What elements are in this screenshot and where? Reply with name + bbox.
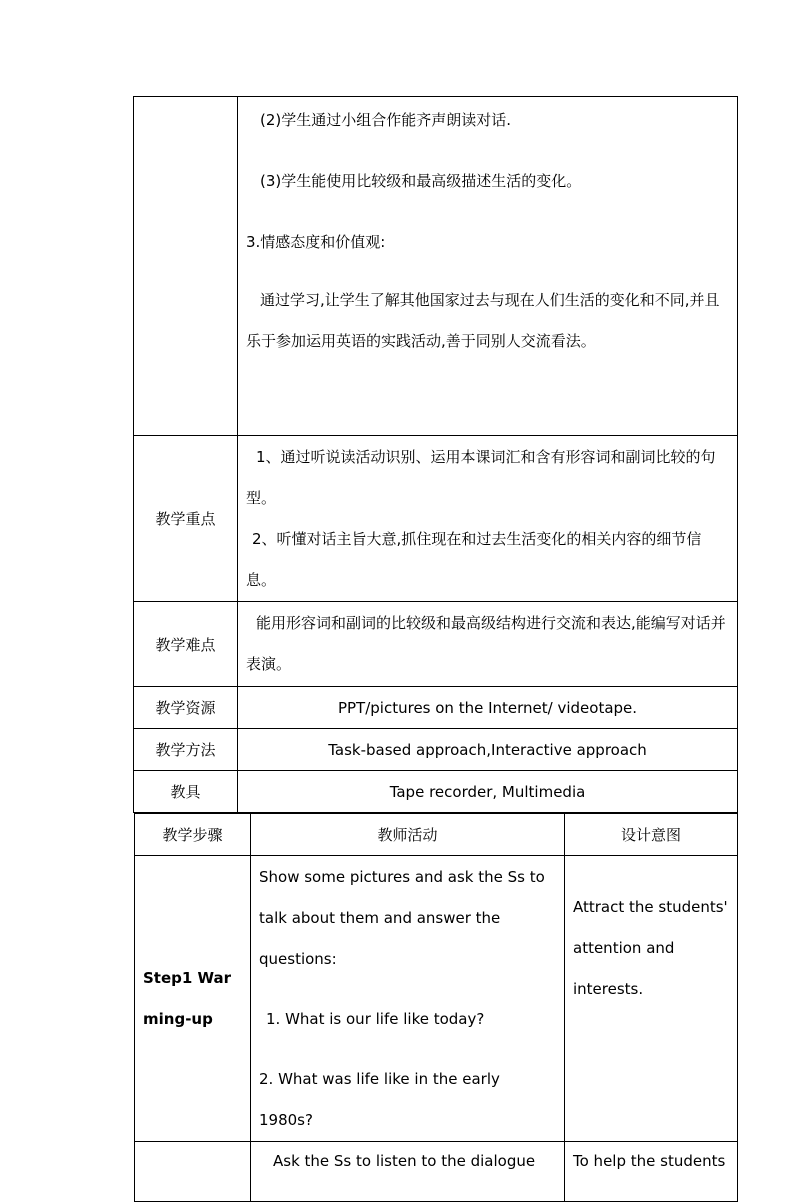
methods-value: Task-based approach,Interactive approach: [238, 729, 738, 771]
procedure-table: [134, 813, 738, 1202]
resources-value: PPT/pictures on the Internet/ videotape.: [238, 687, 738, 729]
difficult-points-text: 能用形容词和副词的比较级和最高级结构进行交流和表达,能编写对话并表演。: [246, 614, 726, 673]
objectives-row: [134, 97, 738, 436]
step1-purpose-cell: [565, 856, 738, 1142]
step1-purpose: Attract the students' attention and interests.: [573, 898, 728, 998]
resources-label: 教学资源: [134, 687, 238, 729]
methods-label: 教学方法: [134, 729, 238, 771]
header-step: 教学步骤: [135, 814, 251, 856]
step1-label-cell: [135, 856, 251, 1142]
key-points-cell: [238, 436, 738, 602]
key-point-1: 1、通过听说读活动识别、运用本课词汇和含有形容词和副词比较的句型。: [246, 447, 716, 507]
key-point-2: 2、听懂对话主旨大意,抓住现在和过去生活变化的相关内容的细节信息。: [246, 529, 702, 589]
tools-row: [134, 771, 738, 813]
step1-question-1: 1. What is our life like today?: [266, 1010, 485, 1028]
step2-teacher: Ask the Ss to listen to the dialogue: [251, 1142, 565, 1202]
tools-label: 教具: [134, 771, 238, 813]
objectives-label-cell: [134, 97, 238, 436]
objective-skill-3: (3)学生能使用比较级和最高级描述生活的变化。: [260, 172, 582, 190]
lesson-info-table: [133, 96, 738, 813]
difficult-points-row: [134, 602, 738, 687]
difficult-points-cell: [238, 602, 738, 687]
objective-skill-2: (2)学生通过小组合作能齐声朗读对话.: [260, 111, 512, 129]
emotion-heading: 3.情感态度和价值观:: [246, 233, 386, 251]
step2-purpose: To help the students: [565, 1142, 738, 1202]
tools-value: Tape recorder, Multimedia: [238, 771, 738, 813]
step2-row: [135, 1142, 738, 1202]
resources-row: [134, 687, 738, 729]
methods-row: [134, 729, 738, 771]
step1-question-2: 2. What was life like in the early 1980s?: [259, 1070, 500, 1129]
header-design-purpose: 设计意图: [565, 814, 738, 856]
difficult-points-label: 教学难点: [134, 602, 238, 687]
header-teacher-activity: 教师活动: [251, 814, 565, 856]
objectives-cell: [238, 97, 738, 436]
step1-label: Step1 Warming-up: [143, 968, 232, 1028]
key-points-row: [134, 436, 738, 602]
emotion-text: 通过学习,让学生了解其他国家过去与现在人们生活的变化和不同,并且乐于参加运用英语的实践活动,善于同别人交流看法。: [246, 291, 720, 350]
procedure-header-row: [135, 814, 738, 856]
step1-row: [135, 856, 738, 1142]
step1-teacher-cell: [251, 856, 565, 1142]
step1-teacher-intro: Show some pictures and ask the Ss to talk about them and answer the questions:: [259, 868, 545, 968]
step2-label-cell: [135, 1142, 251, 1202]
key-points-label: 教学重点: [134, 436, 238, 602]
